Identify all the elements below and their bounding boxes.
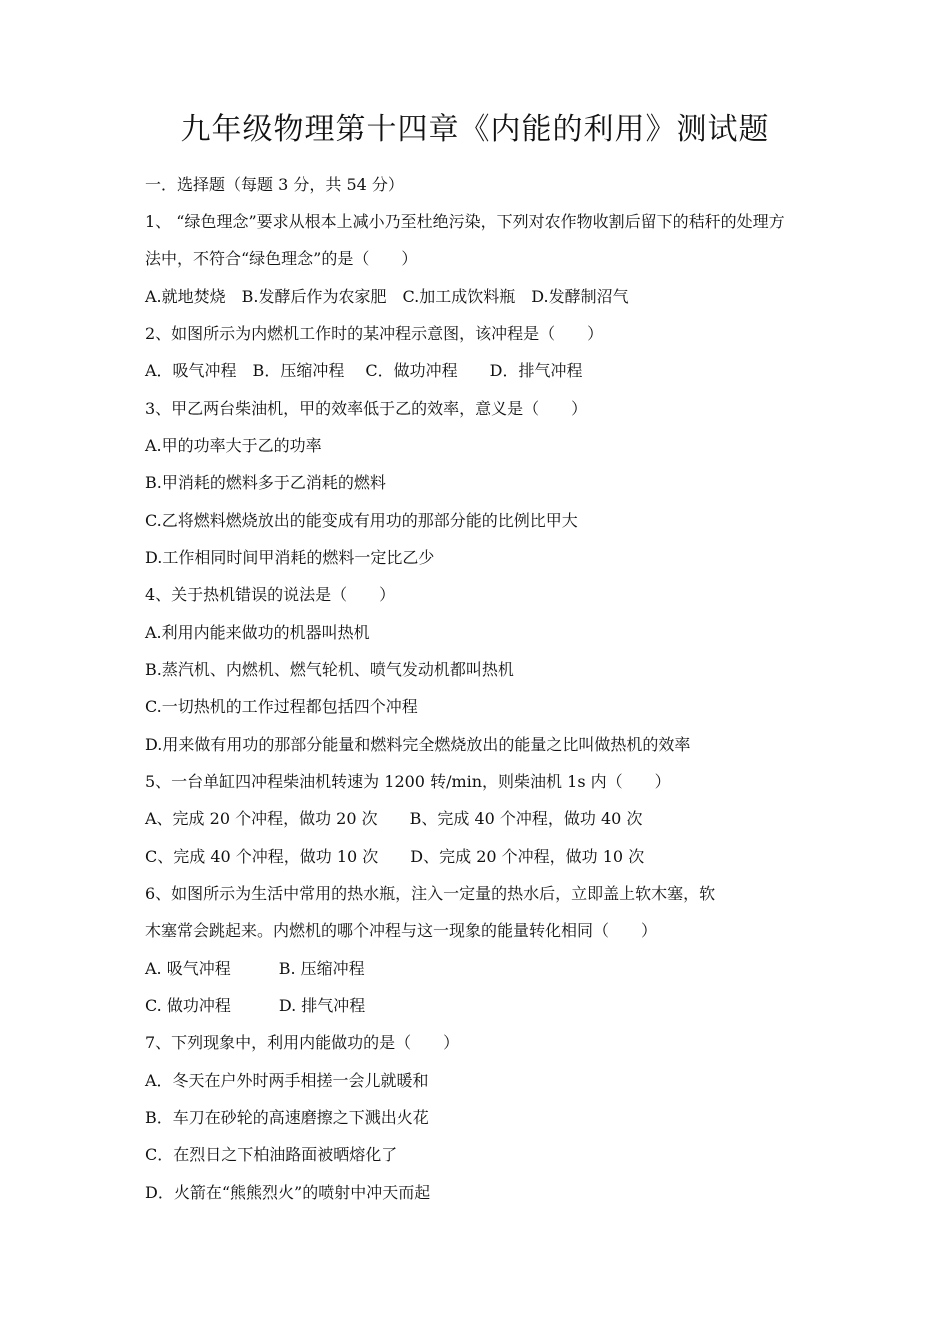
question-3-option-d: D.工作相同时间甲消耗的燃料一定比乙少 <box>145 548 435 567</box>
question-4-option-b: B.蒸汽机、内燃机、燃气轮机、喷气发动机都叫热机 <box>145 660 514 679</box>
question-1-stem: 1、 “绿色理念”要求从根本上减小乃至杜绝污染，下列对农作物收割后留下的秸秆的处理方 <box>145 212 785 231</box>
section-heading: 一．选择题（每题 3 分，共 54 分） <box>145 175 404 194</box>
question-7-option-c: C．在烈日之下柏油路面被晒熔化了 <box>145 1145 398 1164</box>
question-6-options-ab: A. 吸气冲程 B. 压缩冲程 <box>145 959 365 978</box>
question-5-options-cd: C、完成 40 个冲程，做功 10 次 D、完成 20 个冲程，做功 10 次 <box>145 847 645 866</box>
question-7-option-d: D．火箭在“熊熊烈火”的喷射中冲天而起 <box>145 1183 431 1202</box>
question-6-stem: 6、如图所示为生活中常用的热水瓶，注入一定量的热水后，立即盖上软木塞，软 <box>145 884 716 903</box>
question-1-options: A.就地焚烧 B.发酵后作为农家肥 C.加工成饮料瓶 D.发酵制沼气 <box>145 287 629 306</box>
question-7-option-a: A．冬天在户外时两手相搓一会儿就暖和 <box>145 1071 429 1090</box>
document-title: 九年级物理第十四章《内能的利用》测试题 <box>180 112 770 147</box>
question-2-stem: 2、如图所示为内燃机工作时的某冲程示意图，该冲程是（ ） <box>145 324 604 343</box>
question-4-stem: 4、关于热机错误的说法是（ ） <box>145 585 396 604</box>
question-7-stem: 7、下列现象中，利用内能做功的是（ ） <box>145 1033 460 1052</box>
question-4-option-d: D.用来做有用功的那部分能量和燃料完全燃烧放出的能量之比叫做热机的效率 <box>145 735 691 754</box>
question-4-option-c: C.一切热机的工作过程都包括四个冲程 <box>145 697 418 716</box>
question-5-options-ab: A、完成 20 个冲程，做功 20 次 B、完成 40 个冲程，做功 40 次 <box>145 809 643 828</box>
question-5-stem: 5、一台单缸四冲程柴油机转速为 1200 转/min，则柴油机 1s 内（ ） <box>145 772 671 791</box>
question-6-options-cd: C. 做功冲程 D. 排气冲程 <box>145 996 366 1015</box>
question-3-option-b: B.甲消耗的燃料多于乙消耗的燃料 <box>145 473 386 492</box>
question-3-option-a: A.甲的功率大于乙的功率 <box>145 436 322 455</box>
question-7-option-b: B．车刀在砂轮的高速磨擦之下溅出火花 <box>145 1108 429 1127</box>
question-4-option-a: A.利用内能来做功的机器叫热机 <box>145 623 370 642</box>
question-6-stem-cont: 木塞常会跳起来。内燃机的哪个冲程与这一现象的能量转化相同（ ） <box>145 921 658 940</box>
question-3-option-c: C.乙将燃料燃烧放出的能变成有用功的那部分能的比例比甲大 <box>145 511 578 530</box>
question-3-stem: 3、甲乙两台柴油机，甲的效率低于乙的效率，意义是（ ） <box>145 399 588 418</box>
question-2-options: A．吸气冲程 B．压缩冲程 C．做功冲程 D．排气冲程 <box>145 361 583 380</box>
question-1-stem-cont: 法中，不符合“绿色理念”的是（ ） <box>145 249 418 268</box>
